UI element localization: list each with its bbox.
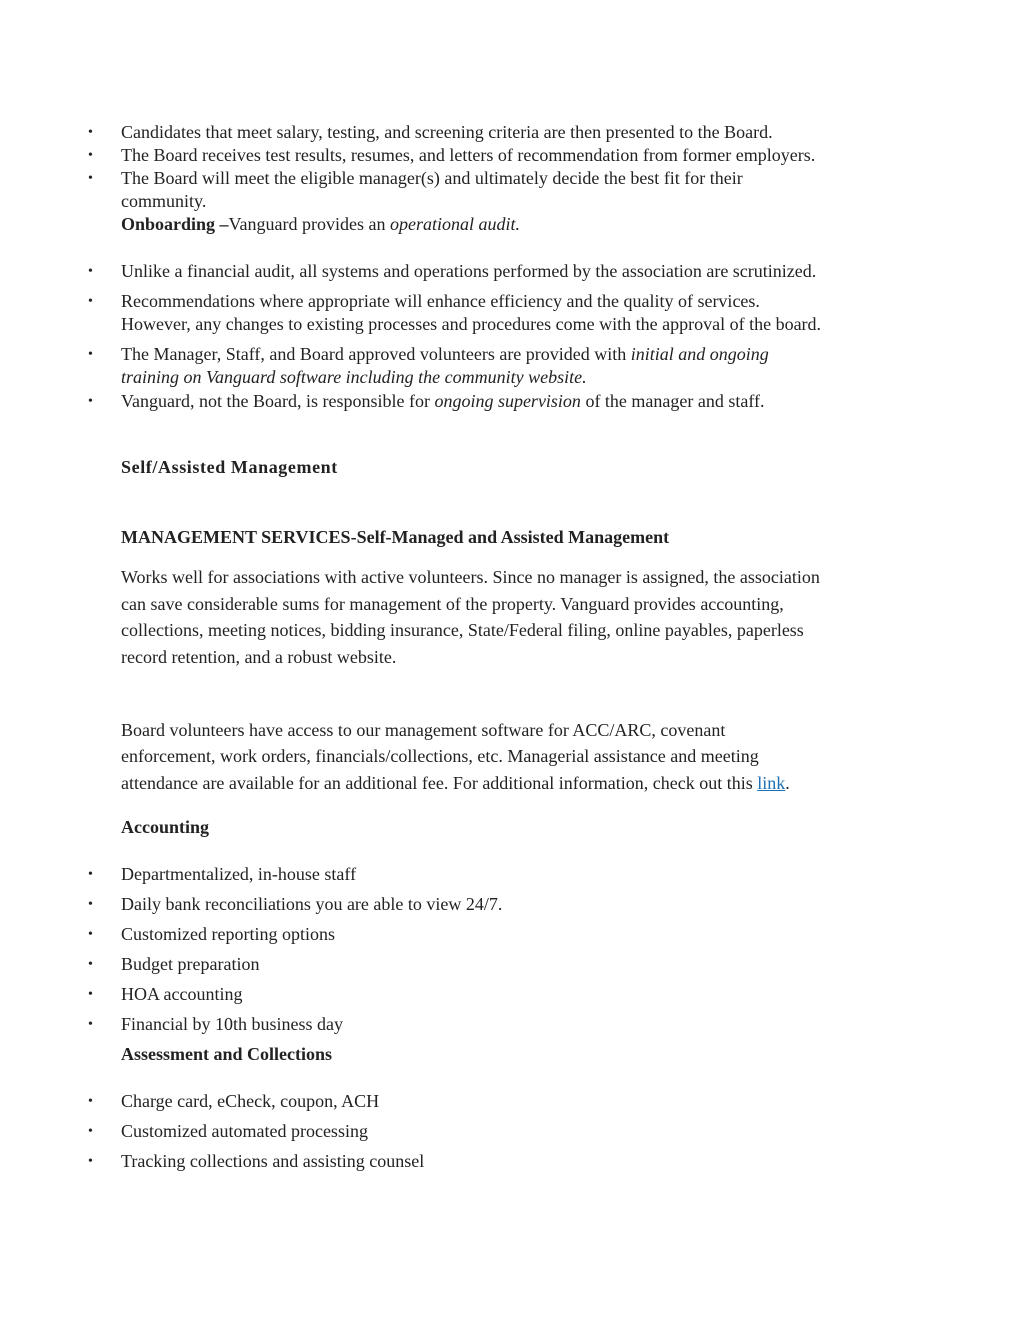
paragraph-line: collections, meeting notices, bidding insurance, State/Federal filing, online payables, paperless bbox=[121, 620, 804, 640]
bullet: • bbox=[88, 987, 93, 1002]
paragraph-line: Board volunteers have access to our management software for ACC/ARC, covenant bbox=[121, 720, 726, 740]
bullet: • bbox=[88, 927, 93, 942]
paragraph-text: . bbox=[785, 773, 790, 793]
list-item-continuation: training on Vanguard software including the community website. bbox=[121, 367, 587, 387]
section-heading-collections: Assessment and Collections bbox=[121, 1044, 333, 1064]
paragraph-line: can save considerable sums for management of the property. Vanguard provides accounting, bbox=[121, 594, 784, 614]
list-item bbox=[121, 343, 769, 366]
list-item: HOA accounting bbox=[121, 984, 243, 1004]
list-item: The Board will meet the eligible manager(s) and ultimately decide the best fit for their bbox=[121, 168, 743, 188]
bullet: • bbox=[88, 394, 93, 409]
list-item: Candidates that meet salary, testing, and screening criteria are then presented to the Board. bbox=[121, 122, 773, 142]
section-heading-accounting: Accounting bbox=[121, 817, 210, 837]
bullet: • bbox=[88, 264, 93, 279]
list-item-emphasis: initial and ongoing bbox=[630, 344, 769, 364]
onboarding-text: Vanguard provides an bbox=[228, 214, 391, 234]
list-item-emphasis: ongoing supervision bbox=[434, 391, 581, 411]
list-item-text: The Manager, Staff, and Board approved volunteers are provided with bbox=[121, 344, 631, 364]
list-item: Daily bank reconciliations you are able to view 24/7. bbox=[121, 894, 503, 914]
list-item: Budget preparation bbox=[121, 954, 260, 974]
list-item: Recommendations where appropriate will enhance efficiency and the quality of services. bbox=[121, 291, 760, 311]
section-heading-management-services: MANAGEMENT SERVICES-Self-Managed and Assisted Management bbox=[121, 527, 670, 547]
paragraph-line bbox=[121, 772, 790, 795]
list-item-continuation: However, any changes to existing processes and procedures come with the approval of the board. bbox=[121, 314, 822, 334]
paragraph-line: record retention, and a robust website. bbox=[121, 647, 397, 667]
bullet: • bbox=[88, 1017, 93, 1032]
bullet: • bbox=[88, 1094, 93, 1109]
bullet: • bbox=[88, 294, 93, 309]
paragraph-text: attendance are available for an additional fee. For additional information, check out this bbox=[121, 773, 758, 793]
onboarding-line bbox=[121, 213, 520, 236]
bullet: • bbox=[88, 347, 93, 362]
bullet: • bbox=[88, 148, 93, 163]
list-item bbox=[121, 390, 765, 413]
list-item: The Board receives test results, resumes, and letters of recommendation from former employers. bbox=[121, 145, 816, 165]
list-item: Charge card, eCheck, coupon, ACH bbox=[121, 1091, 380, 1111]
list-item: Unlike a financial audit, all systems and operations performed by the association are scrutinized. bbox=[121, 261, 817, 281]
section-heading-self-assisted: Self/Assisted Management bbox=[121, 457, 338, 477]
paragraph-line: enforcement, work orders, financials/collections, etc. Managerial assistance and meeting bbox=[121, 746, 759, 766]
paragraph-line: Works well for associations with active volunteers. Since no manager is assigned, the association bbox=[121, 567, 820, 587]
onboarding-label: Onboarding – bbox=[121, 214, 229, 234]
info-link[interactable]: link bbox=[757, 773, 786, 793]
bullet: • bbox=[88, 125, 93, 140]
onboarding-emphasis: operational audit. bbox=[390, 214, 521, 234]
bullet: • bbox=[88, 897, 93, 912]
list-item-text: Vanguard, not the Board, is responsible for bbox=[121, 391, 435, 411]
list-item: Departmentalized, in-house staff bbox=[121, 864, 357, 884]
list-item: Customized automated processing bbox=[121, 1121, 368, 1141]
bullet: • bbox=[88, 1154, 93, 1169]
bullet: • bbox=[88, 171, 93, 186]
list-item-text: of the manager and staff. bbox=[580, 391, 765, 411]
bullet: • bbox=[88, 957, 93, 972]
bullet: • bbox=[88, 867, 93, 882]
list-item: Customized reporting options bbox=[121, 924, 335, 944]
list-item: Financial by 10th business day bbox=[121, 1014, 343, 1034]
bullet: • bbox=[88, 1124, 93, 1139]
list-item-continuation: community. bbox=[121, 191, 207, 211]
list-item: Tracking collections and assisting counsel bbox=[121, 1151, 425, 1171]
